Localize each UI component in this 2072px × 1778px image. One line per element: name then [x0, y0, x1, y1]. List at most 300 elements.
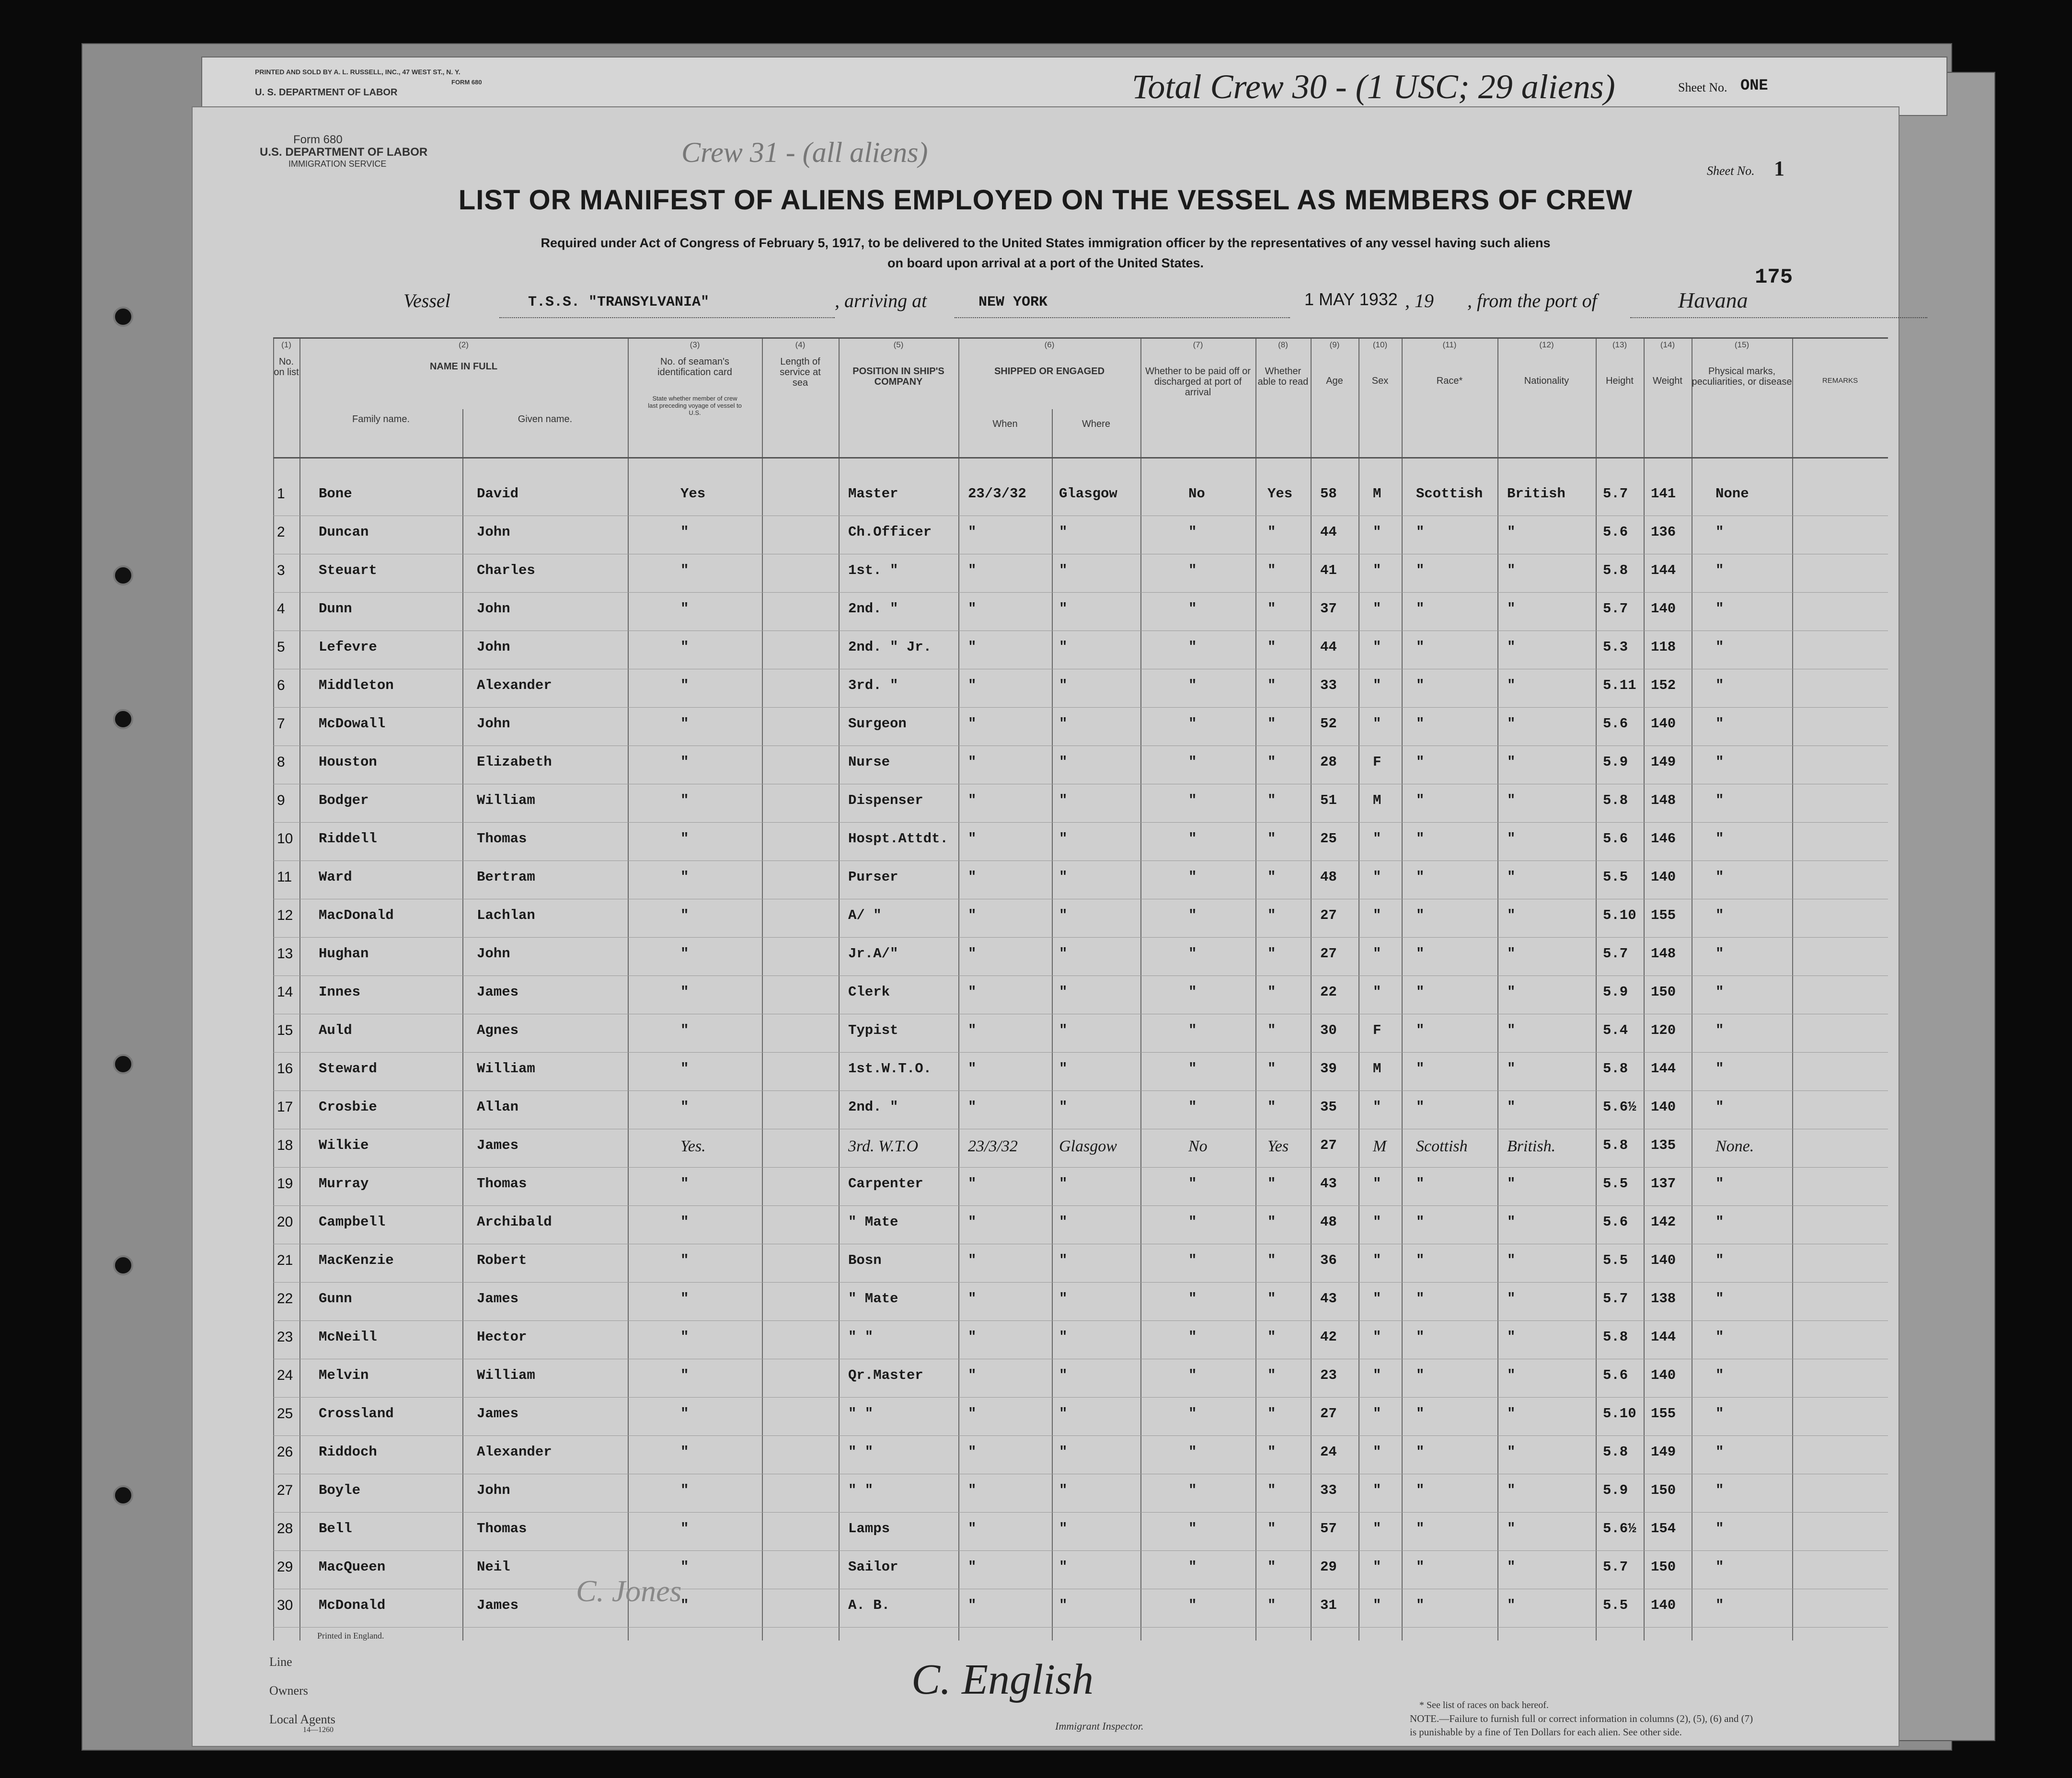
weight: 140 — [1651, 1367, 1676, 1383]
paid-off: " — [1188, 1597, 1197, 1613]
family-name: Ward — [319, 869, 352, 885]
row-number: 4 — [277, 601, 285, 617]
height: 5.10 — [1603, 907, 1636, 923]
weight: 152 — [1651, 677, 1676, 693]
nationality: " — [1507, 1444, 1516, 1460]
table-row — [273, 1324, 1888, 1363]
shipped-when: " — [968, 907, 977, 923]
paid-off: No — [1188, 1137, 1208, 1155]
id-card: " — [680, 869, 689, 885]
row-number: 20 — [277, 1214, 293, 1230]
weight: 141 — [1651, 486, 1676, 502]
age: 41 — [1320, 562, 1337, 578]
row-number: 6 — [277, 677, 285, 693]
vessel-label: Vessel — [403, 290, 450, 311]
shipped-when: " — [968, 601, 977, 617]
position: 1st. " — [848, 562, 898, 578]
weight: 140 — [1651, 716, 1676, 732]
shipped-where: " — [1059, 1406, 1068, 1422]
manifest-page — [192, 106, 1899, 1747]
nationality: " — [1507, 524, 1516, 540]
height: 5.8 — [1603, 1444, 1628, 1460]
able-to-read: " — [1267, 524, 1276, 540]
sex: " — [1373, 1406, 1381, 1422]
shipped-when: " — [968, 1521, 977, 1537]
weight: 155 — [1651, 1406, 1676, 1422]
weight: 154 — [1651, 1521, 1676, 1537]
table-row — [273, 558, 1888, 596]
shipped-when: " — [968, 1252, 977, 1268]
able-to-read: Yes — [1267, 1137, 1289, 1155]
family-name: Lefevre — [319, 639, 377, 655]
given-name: Agnes — [477, 1022, 519, 1038]
total-crew-note: Total Crew 30 - (1 USC; 29 aliens) — [1132, 68, 1615, 106]
physical-marks: " — [1715, 792, 1724, 808]
able-to-read: " — [1267, 1444, 1276, 1460]
race: " — [1416, 1597, 1425, 1613]
given-name: Robert — [477, 1252, 527, 1268]
arriving-underline — [955, 317, 1290, 318]
footer-note-2: is punishable by a fine of Ten Dollars for each alien. See other side. — [1410, 1726, 1682, 1738]
height: 5.6 — [1603, 1367, 1628, 1383]
weight: 150 — [1651, 1559, 1676, 1575]
sex: " — [1373, 716, 1381, 732]
shipped-where: " — [1059, 754, 1068, 770]
age: 33 — [1320, 677, 1337, 693]
family-name: McDowall — [319, 716, 386, 732]
age: 44 — [1320, 524, 1337, 540]
top-rule — [273, 337, 1888, 339]
given-name: John — [477, 946, 510, 962]
position: Carpenter — [848, 1176, 923, 1192]
header-where: Where — [1082, 419, 1110, 429]
family-name: Crosbie — [319, 1099, 377, 1115]
id-card: " — [680, 1559, 689, 1575]
able-to-read: " — [1267, 1482, 1276, 1498]
race: " — [1416, 1367, 1425, 1383]
weight: 148 — [1651, 946, 1676, 962]
inspector-signature: C. English — [911, 1656, 1094, 1703]
nationality: " — [1507, 792, 1516, 808]
shipped-where: " — [1059, 1214, 1068, 1230]
race: " — [1416, 1061, 1425, 1077]
shipped-where: " — [1059, 716, 1068, 732]
physical-marks: " — [1715, 1482, 1724, 1498]
family-name: MacKenzie — [319, 1252, 394, 1268]
age: 27 — [1320, 1137, 1337, 1153]
id-card: " — [680, 562, 689, 578]
race-note: * See list of races on back hereof. — [1419, 1700, 1549, 1710]
sex: " — [1373, 639, 1381, 655]
race: " — [1416, 716, 1425, 732]
height: 5.6½ — [1603, 1521, 1636, 1537]
binder-hole — [113, 1054, 133, 1074]
id-card: " — [680, 754, 689, 770]
shipped-where: " — [1059, 524, 1068, 540]
nationality: " — [1507, 946, 1516, 962]
sex: " — [1373, 946, 1381, 962]
binder-hole — [113, 1485, 133, 1505]
able-to-read: " — [1267, 1559, 1276, 1575]
shipped-where: " — [1059, 562, 1068, 578]
given-name: Bertram — [477, 869, 535, 885]
physical-marks: " — [1715, 601, 1724, 617]
sex: M — [1373, 792, 1381, 808]
paid-off: " — [1188, 1252, 1197, 1268]
binder-hole — [113, 565, 133, 585]
row-number: 2 — [277, 524, 285, 540]
table-row — [273, 903, 1888, 941]
weight: 140 — [1651, 869, 1676, 885]
sex: " — [1373, 1099, 1381, 1115]
position: " Mate — [848, 1291, 898, 1307]
paid-off: " — [1188, 754, 1197, 770]
sex: " — [1373, 1214, 1381, 1230]
nationality: " — [1507, 984, 1516, 1000]
age: 27 — [1320, 907, 1337, 923]
column-number: (8) — [1278, 340, 1288, 349]
paid-off: " — [1188, 984, 1197, 1000]
nationality: " — [1507, 869, 1516, 885]
given-name: John — [477, 1482, 510, 1498]
able-to-read: " — [1267, 1406, 1276, 1422]
paid-off: " — [1188, 1214, 1197, 1230]
paid-off: " — [1188, 639, 1197, 655]
physical-marks: " — [1715, 716, 1724, 732]
age: 44 — [1320, 639, 1337, 655]
able-to-read: " — [1267, 754, 1276, 770]
race: " — [1416, 1252, 1425, 1268]
shipped-where: Glasgow — [1059, 486, 1117, 502]
family-name: Dunn — [319, 601, 352, 617]
row-number: 3 — [277, 562, 285, 578]
position: Qr.Master — [848, 1367, 923, 1383]
weight: 118 — [1651, 639, 1676, 655]
nationality: " — [1507, 1482, 1516, 1498]
row-number: 23 — [277, 1329, 293, 1345]
id-card: " — [680, 1521, 689, 1537]
able-to-read: " — [1267, 792, 1276, 808]
family-name: Bell — [319, 1521, 352, 1537]
height: 5.6½ — [1603, 1099, 1636, 1115]
table-row — [273, 596, 1888, 634]
shipped-where: " — [1059, 639, 1068, 655]
weight: 142 — [1651, 1214, 1676, 1230]
paid-off: " — [1188, 1482, 1197, 1498]
position: A/ " — [848, 907, 882, 923]
shipped-where: " — [1059, 1176, 1068, 1192]
sex: F — [1373, 754, 1381, 770]
age: 31 — [1320, 1597, 1337, 1613]
table-row — [273, 979, 1888, 1018]
shipped-when: " — [968, 1214, 977, 1230]
shipped-where: " — [1059, 1099, 1068, 1115]
age: 51 — [1320, 792, 1337, 808]
id-card: " — [680, 831, 689, 847]
paid-off: " — [1188, 601, 1197, 617]
physical-marks: " — [1715, 754, 1724, 770]
shipped-where: " — [1059, 677, 1068, 693]
position: Purser — [848, 869, 898, 885]
given-name: Thomas — [477, 1176, 527, 1192]
weight: 140 — [1651, 1099, 1676, 1115]
table-row — [273, 634, 1888, 673]
position: " " — [848, 1329, 874, 1345]
given-name: Elizabeth — [477, 754, 552, 770]
nationality: " — [1507, 754, 1516, 770]
nationality: " — [1507, 831, 1516, 847]
family-name: Middleton — [319, 677, 394, 693]
given-name: Archibald — [477, 1214, 552, 1230]
given-name: John — [477, 639, 510, 655]
table-row — [273, 1248, 1888, 1286]
shipped-where: " — [1059, 1329, 1068, 1345]
shipped-when: " — [968, 831, 977, 847]
shipped-where: " — [1059, 1291, 1068, 1307]
position: Typist — [848, 1022, 898, 1038]
nationality: " — [1507, 907, 1516, 923]
table-row — [273, 481, 1888, 519]
height: 5.9 — [1603, 1482, 1628, 1498]
height: 5.10 — [1603, 1406, 1636, 1422]
sheet-value: 1 — [1774, 157, 1784, 180]
position: Sailor — [848, 1559, 898, 1575]
header-able-to-read: Whether able to read — [1257, 366, 1309, 387]
shipped-when: " — [968, 1099, 977, 1115]
physical-marks: " — [1715, 1444, 1724, 1460]
nationality: " — [1507, 601, 1516, 617]
table-row — [273, 1516, 1888, 1554]
paid-off: " — [1188, 792, 1197, 808]
year-label: , 19 — [1405, 290, 1434, 311]
column-number: (9) — [1329, 340, 1340, 349]
row-number: 25 — [277, 1406, 293, 1422]
vessel-underline — [499, 317, 835, 318]
physical-marks: " — [1715, 1022, 1724, 1038]
given-name: James — [477, 1291, 519, 1307]
family-name: Melvin — [319, 1367, 369, 1383]
row-number: 26 — [277, 1444, 293, 1460]
sex: " — [1373, 1176, 1381, 1192]
table-row — [273, 1209, 1888, 1248]
position: Jr.A/" — [848, 946, 898, 962]
race: " — [1416, 1291, 1425, 1307]
id-card: " — [680, 524, 689, 540]
paid-off: " — [1188, 716, 1197, 732]
family-name: Steward — [319, 1061, 377, 1077]
id-card: " — [680, 984, 689, 1000]
date-stamp: 1 MAY 1932 — [1304, 289, 1398, 309]
nationality: " — [1507, 1521, 1516, 1537]
header-id-card: No. of seaman's identification card — [657, 356, 732, 378]
shipped-when: " — [968, 1291, 977, 1307]
paid-off: " — [1188, 1176, 1197, 1192]
binder-hole — [113, 1255, 133, 1275]
id-card: " — [680, 1061, 689, 1077]
sex: " — [1373, 831, 1381, 847]
given-name: Neil — [477, 1559, 510, 1575]
id-card: Yes — [680, 486, 706, 502]
race: " — [1416, 792, 1425, 808]
able-to-read: " — [1267, 1521, 1276, 1537]
position: Hospt.Attdt. — [848, 831, 948, 847]
physical-marks: None — [1715, 486, 1749, 502]
shipped-when: " — [968, 1444, 977, 1460]
family-name: Boyle — [319, 1482, 361, 1498]
given-name: John — [477, 716, 510, 732]
race: " — [1416, 1406, 1425, 1422]
able-to-read: " — [1267, 1367, 1276, 1383]
id-card: " — [680, 1329, 689, 1345]
nationality: " — [1507, 1291, 1516, 1307]
paid-off: " — [1188, 1444, 1197, 1460]
sex: " — [1373, 677, 1381, 693]
height: 5.8 — [1603, 562, 1628, 578]
physical-marks: " — [1715, 831, 1724, 847]
row-number: 17 — [277, 1099, 293, 1115]
able-to-read: " — [1267, 831, 1276, 847]
race: " — [1416, 601, 1425, 617]
nationality: " — [1507, 1329, 1516, 1345]
nationality: British — [1507, 486, 1566, 502]
sex: " — [1373, 1329, 1381, 1345]
paid-off: " — [1188, 1406, 1197, 1422]
column-number: (2) — [459, 340, 469, 349]
row-number: 27 — [277, 1482, 293, 1498]
race: Scottish — [1416, 1137, 1468, 1155]
age: 58 — [1320, 486, 1337, 502]
nationality: " — [1507, 677, 1516, 693]
nationality: " — [1507, 1061, 1516, 1077]
row-number: 7 — [277, 716, 285, 732]
race: " — [1416, 831, 1425, 847]
shipped-when: " — [968, 677, 977, 693]
id-card: " — [680, 1291, 689, 1307]
position: 3rd. W.T.O — [848, 1137, 919, 1155]
given-name: John — [477, 524, 510, 540]
header-length-of-service: Length of service at sea — [780, 356, 821, 388]
physical-marks: " — [1715, 946, 1724, 962]
able-to-read: " — [1267, 716, 1276, 732]
age: 22 — [1320, 984, 1337, 1000]
weight: 144 — [1651, 562, 1676, 578]
age: 27 — [1320, 946, 1337, 962]
table-row — [273, 864, 1888, 903]
given-name: William — [477, 1061, 535, 1077]
physical-marks: " — [1715, 1214, 1724, 1230]
age: 28 — [1320, 754, 1337, 770]
height: 5.6 — [1603, 1214, 1628, 1230]
shipped-when: " — [968, 984, 977, 1000]
paid-off: " — [1188, 946, 1197, 962]
shipped-when: " — [968, 1022, 977, 1038]
weight: 136 — [1651, 524, 1676, 540]
row-number: 1 — [277, 486, 285, 502]
service: IMMIGRATION SERVICE — [288, 159, 387, 169]
subtitle-line-2: on board upon arrival at a port of the United States. — [887, 256, 1204, 270]
height: 5.6 — [1603, 831, 1628, 847]
physical-marks: " — [1715, 1406, 1724, 1422]
height: 5.5 — [1603, 1176, 1628, 1192]
age: 52 — [1320, 716, 1337, 732]
id-card: " — [680, 601, 689, 617]
family-name: Murray — [319, 1176, 369, 1192]
column-number: (10) — [1372, 340, 1388, 349]
given-name: Thomas — [477, 1521, 527, 1537]
column-number: (1) — [281, 340, 291, 349]
shipped-where: Glasgow — [1059, 1137, 1117, 1155]
shipped-where: " — [1059, 1444, 1068, 1460]
able-to-read: " — [1267, 1214, 1276, 1230]
age: 36 — [1320, 1252, 1337, 1268]
position: " " — [848, 1406, 874, 1422]
able-to-read: " — [1267, 1099, 1276, 1115]
position: Dispenser — [848, 792, 923, 808]
nationality: " — [1507, 1176, 1516, 1192]
position: 1st.W.T.O. — [848, 1061, 932, 1077]
sheet-value-top: ONE — [1740, 77, 1768, 94]
table-row — [273, 1171, 1888, 1209]
able-to-read: Yes — [1267, 486, 1293, 502]
shipped-when: " — [968, 716, 977, 732]
sex: " — [1373, 1252, 1381, 1268]
shipped-when: " — [968, 1482, 977, 1498]
able-to-read: " — [1267, 1291, 1276, 1307]
position: Surgeon — [848, 716, 907, 732]
header-nationality: Nationality — [1524, 376, 1569, 386]
age: 48 — [1320, 1214, 1337, 1230]
height: 5.7 — [1603, 486, 1628, 502]
binder-hole — [113, 307, 133, 327]
dept-line: U. S. DEPARTMENT OF LABOR — [255, 87, 398, 98]
age: 35 — [1320, 1099, 1337, 1115]
table-row — [273, 1056, 1888, 1094]
row-number: 11 — [277, 869, 292, 885]
able-to-read: " — [1267, 1176, 1276, 1192]
race: " — [1416, 869, 1425, 885]
table-row — [273, 1363, 1888, 1401]
age: 33 — [1320, 1482, 1337, 1498]
given-name: Alexander — [477, 677, 552, 693]
weight: 120 — [1651, 1022, 1676, 1038]
table-row — [273, 826, 1888, 864]
weight: 144 — [1651, 1061, 1676, 1077]
shipped-when: " — [968, 1597, 977, 1613]
shipped-where: " — [1059, 1559, 1068, 1575]
paid-off: " — [1188, 677, 1197, 693]
race: " — [1416, 1482, 1425, 1498]
id-card: " — [680, 1214, 689, 1230]
id-card: Yes. — [680, 1137, 706, 1155]
physical-marks: " — [1715, 907, 1724, 923]
id-card: " — [680, 1176, 689, 1192]
header-name-in-full: NAME IN FULL — [429, 361, 498, 372]
position: 3rd. " — [848, 677, 898, 693]
race: " — [1416, 754, 1425, 770]
age: 27 — [1320, 1406, 1337, 1422]
sex: " — [1373, 562, 1381, 578]
age: 39 — [1320, 1061, 1337, 1077]
id-card: " — [680, 1367, 689, 1383]
row-number: 30 — [277, 1597, 293, 1613]
paid-off: No — [1188, 486, 1205, 502]
department: U.S. DEPARTMENT OF LABOR — [260, 146, 428, 159]
crew-table — [273, 337, 1888, 1645]
nationality: " — [1507, 1099, 1516, 1115]
weight: 137 — [1651, 1176, 1676, 1192]
shipped-where: " — [1059, 946, 1068, 962]
height: 5.8 — [1603, 1329, 1628, 1345]
